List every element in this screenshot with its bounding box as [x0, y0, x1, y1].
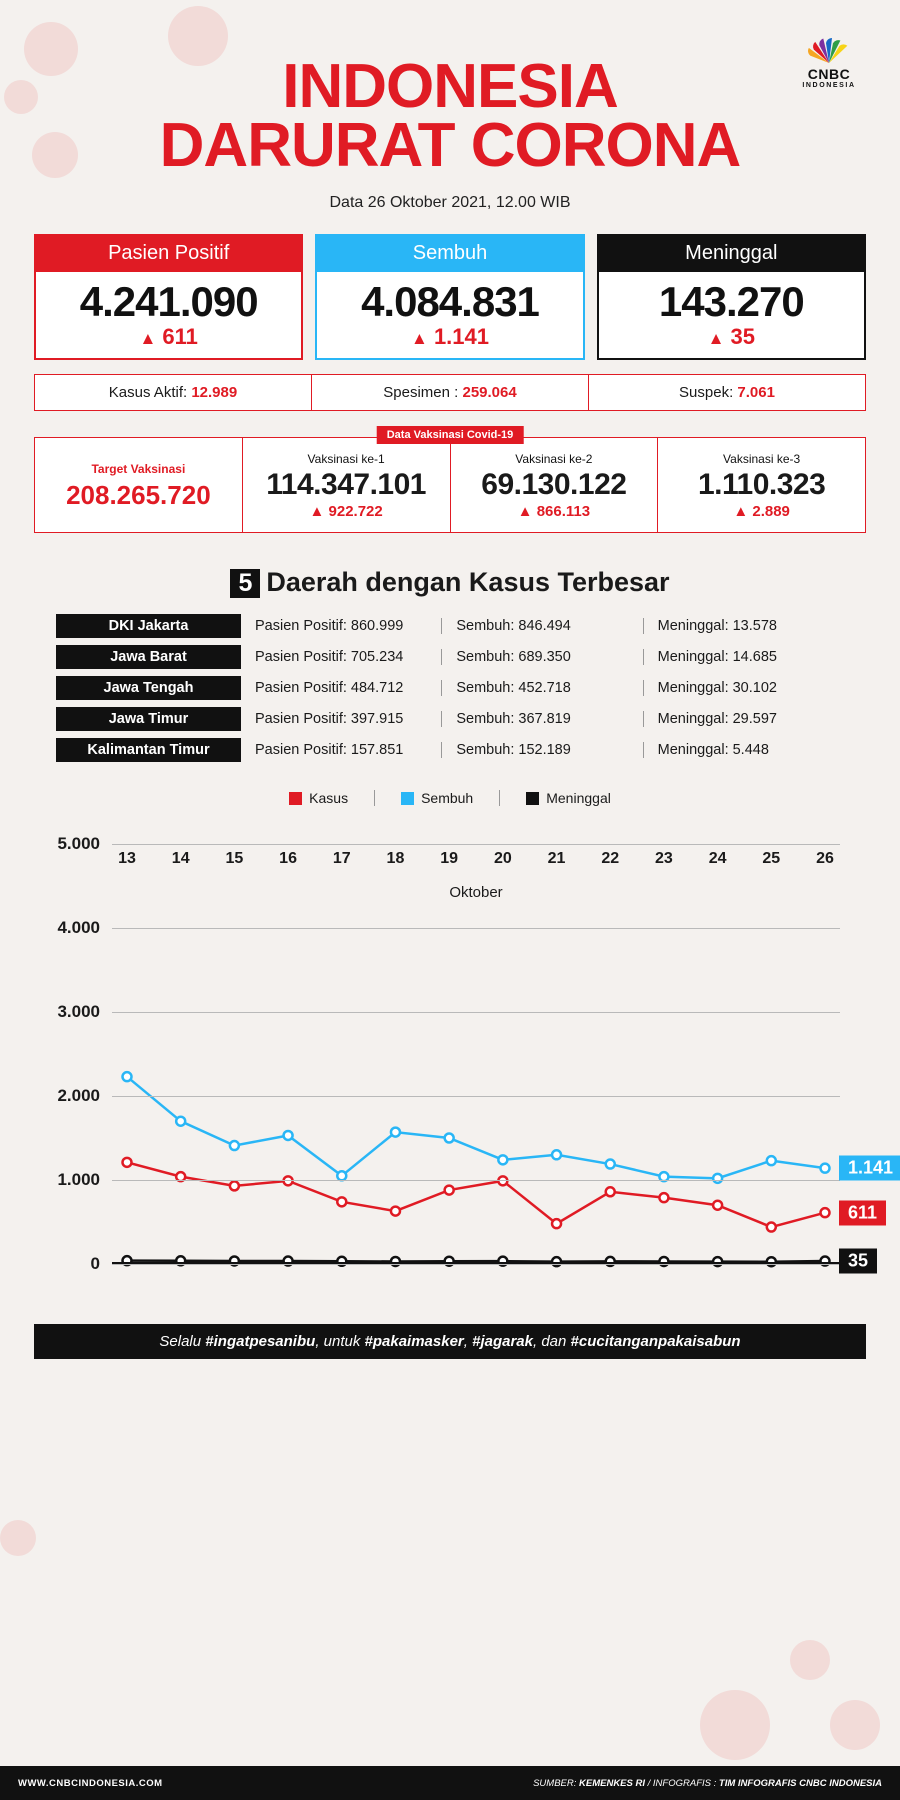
- table-row: [56, 707, 844, 731]
- data-date: Data 26 Oktober 2021, 12.00 WIB: [329, 193, 571, 211]
- chart-gridline: [112, 1264, 840, 1265]
- stat-suspek: Suspek: 7.061: [588, 375, 865, 410]
- region-meninggal: Meninggal: 13.578: [643, 618, 844, 634]
- card-sembuh: [315, 234, 584, 360]
- footer-source: SUMBER: KEMENKES RI / INFOGRAFIS : TIM INFOGRAFIS CNBC INDONESIA: [533, 1777, 882, 1789]
- chart-gridline: [112, 928, 840, 929]
- card-meninggal: [597, 234, 866, 360]
- region-positif: Pasien Positif: 157.851: [255, 742, 404, 759]
- regions-title-text: Daerah dengan Kasus Terbesar: [266, 566, 670, 597]
- region-positif: Pasien Positif: 484.712: [255, 680, 404, 697]
- card-delta: ▲ 1.141: [410, 323, 489, 349]
- chart-legend: [0, 790, 900, 806]
- vaccination-dose-3: Vaksinasi ke-3 1.110.323 ▲ 2.889: [657, 438, 865, 532]
- y-axis-tick-label: 3.000: [57, 1002, 100, 1022]
- x-axis-tick-label: 20: [493, 850, 512, 868]
- region-name: Jawa Barat: [56, 645, 241, 669]
- title-line-2: DARURAT CORONA: [159, 110, 741, 180]
- region-name: Kalimantan Timur: [56, 738, 241, 762]
- y-axis-tick-label: 5.000: [57, 834, 100, 854]
- vaccination-dose-1: Vaksinasi ke-1 114.347.101 ▲ 922.722: [242, 438, 450, 532]
- table-row: [56, 614, 844, 638]
- x-axis-tick-label: 16: [279, 850, 297, 868]
- x-axis-tick-label: 15: [225, 850, 244, 868]
- vaccination-dose-2: Vaksinasi ke-2 69.130.122 ▲ 866.113: [450, 438, 658, 532]
- card-label: Meninggal: [599, 236, 864, 272]
- x-axis-tick-label: 19: [440, 850, 459, 868]
- table-row: [56, 645, 844, 669]
- hashtag-banner: Selalu #ingatpesanibu, untuk #pakaimasker, #jagarak, dan #cucitanganpakaisabun: [34, 1324, 866, 1359]
- stat-kasus-aktif: Kasus Aktif: 12.989: [108, 383, 238, 401]
- regions-count-badge: 5: [230, 569, 260, 598]
- up-arrow-icon: ▲: [309, 502, 325, 520]
- table-row: [56, 676, 844, 700]
- region-positif: Pasien Positif: 860.999: [255, 618, 404, 635]
- title-line-1: INDONESIA: [282, 52, 618, 121]
- series-end-label: 611: [839, 1200, 886, 1225]
- card-delta: ▲ 35: [707, 323, 756, 349]
- x-axis-tick-label: 22: [601, 850, 620, 868]
- regions-title: [0, 567, 900, 598]
- table-row: [56, 738, 844, 762]
- vaccination-badge: Data Vaksinasi Covid-19: [377, 426, 524, 444]
- chart-gridline: [112, 1012, 840, 1013]
- up-arrow-icon: ▲: [139, 328, 157, 348]
- card-label: Pasien Positif: [36, 236, 301, 272]
- region-name: Jawa Tengah: [56, 676, 241, 700]
- secondary-stats-strip: [34, 374, 866, 411]
- region-positif: Pasien Positif: 705.234: [255, 649, 404, 666]
- region-sembuh: Sembuh: 689.350: [441, 649, 642, 665]
- up-arrow-icon: ▲: [707, 328, 725, 348]
- up-arrow-icon: ▲: [410, 328, 428, 348]
- regions-list: [56, 614, 844, 762]
- x-axis-tick-label: 23: [655, 850, 673, 868]
- cnbc-sub-wordmark: INDONESIA: [802, 82, 856, 89]
- legend-swatch: [289, 792, 302, 805]
- legend-label: Sembuh: [421, 790, 474, 807]
- chart-gridline: [112, 1096, 840, 1097]
- legend-swatch: [526, 792, 539, 805]
- nbc-peacock-icon: [806, 30, 852, 64]
- region-positif: Pasien Positif: 397.915: [255, 711, 404, 728]
- region-sembuh: Sembuh: 452.718: [441, 680, 642, 696]
- card-value: 143.270: [658, 277, 804, 325]
- legend-label: Meninggal: [546, 790, 611, 807]
- vaccination-section: [34, 428, 866, 533]
- up-arrow-icon: ▲: [733, 502, 749, 520]
- x-axis-tick-label: 24: [708, 850, 727, 868]
- card-value: 4.084.831: [361, 277, 539, 325]
- x-axis-tick-label: 17: [332, 850, 351, 868]
- summary-cards: [0, 234, 900, 360]
- region-name: Jawa Timur: [56, 707, 241, 731]
- chart-gridline: [112, 1180, 840, 1181]
- card-pasien-positif: [34, 234, 303, 360]
- card-value: 4.241.090: [79, 277, 258, 325]
- card-delta: ▲ 611: [139, 323, 198, 349]
- card-label: Sembuh: [317, 236, 582, 272]
- legend-swatch: [401, 792, 414, 805]
- chart-gridline: [112, 844, 840, 845]
- x-axis-tick-label: 18: [386, 850, 405, 868]
- region-meninggal: Meninggal: 29.597: [643, 711, 844, 727]
- chart-plot: [112, 844, 840, 1264]
- x-axis-tick-label: 14: [171, 850, 190, 868]
- x-axis-tick-label: 26: [816, 850, 834, 868]
- x-axis-tick-label: 21: [547, 850, 566, 868]
- x-axis-title: Oktober: [449, 884, 503, 902]
- legend-label: Kasus: [309, 790, 349, 807]
- series-end-label: 35: [839, 1249, 877, 1274]
- x-axis-tick-label: 25: [762, 850, 781, 868]
- page-title: [0, 0, 900, 180]
- y-axis-tick-label: 0: [90, 1254, 100, 1274]
- footer-website[interactable]: WWW.CNBCINDONESIA.COM: [18, 1777, 163, 1789]
- y-axis-tick-label: 1.000: [57, 1170, 100, 1190]
- legend-item-meninggal: [499, 790, 637, 806]
- cnbc-wordmark: CNBC: [807, 66, 851, 82]
- x-axis-tick-label: 13: [118, 850, 136, 868]
- region-meninggal: Meninggal: 30.102: [643, 680, 844, 696]
- y-axis-tick-label: 4.000: [57, 918, 100, 938]
- vaccination-target: Target Vaksinasi 208.265.720: [66, 461, 211, 510]
- stat-spesimen: Spesimen : 259.064: [311, 375, 588, 410]
- region-meninggal: Meninggal: 14.685: [643, 649, 844, 665]
- region-name: DKI Jakarta: [56, 614, 241, 638]
- region-sembuh: Sembuh: 152.189: [441, 742, 642, 758]
- up-arrow-icon: ▲: [517, 502, 533, 520]
- daily-trend-chart: [0, 824, 900, 1324]
- y-axis-tick-label: 2.000: [57, 1086, 100, 1106]
- series-end-label: 1.141: [839, 1156, 900, 1181]
- legend-item-sembuh: [374, 790, 499, 806]
- cnbc-logo: [794, 30, 864, 89]
- footer-bar: [0, 1766, 900, 1800]
- region-sembuh: Sembuh: 367.819: [441, 711, 642, 727]
- region-meninggal: Meninggal: 5.448: [643, 742, 844, 758]
- region-sembuh: Sembuh: 846.494: [441, 618, 642, 634]
- legend-item-kasus: [263, 790, 374, 806]
